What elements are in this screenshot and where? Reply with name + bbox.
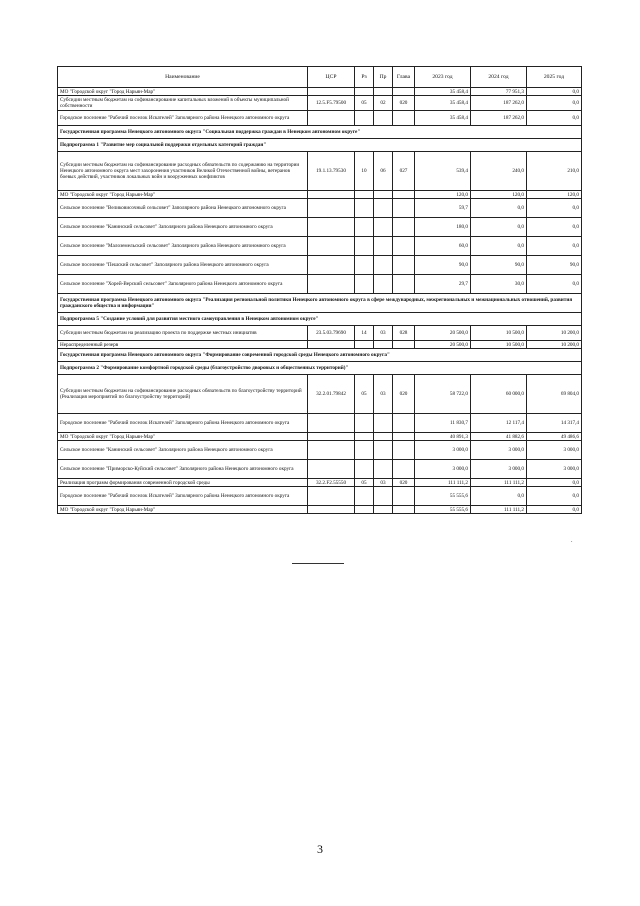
- cell-pr: 03: [374, 326, 393, 341]
- cell-y2024: 10 500,0: [471, 326, 527, 341]
- row-name: Субсидии местным бюджетам на софинансирование расходных обязательств по содержанию на территории Ненецкого автономного округа мест захоронения участников Великой Отечественной войны, ветеранов боевых действий, участников локальных войн и вооруженных конфликтов: [58, 152, 308, 191]
- table-row: [58, 96, 582, 111]
- cell-y2024: 90,0: [471, 256, 527, 275]
- cell-rz: [355, 275, 374, 294]
- cell-csr: [308, 441, 355, 460]
- cell-y2023: 35 458,4: [415, 96, 471, 111]
- cell-pr: [374, 341, 393, 349]
- cell-y2023: 3 000,0: [415, 460, 471, 479]
- cell-y2025: 0,0: [527, 96, 582, 111]
- cell-y2023: 20 500,0: [415, 341, 471, 349]
- cell-y2024: 187 262,0: [471, 111, 527, 126]
- cell-csr: 12.5.F5.79500: [308, 96, 355, 111]
- section-row: [58, 349, 582, 362]
- header-2024: 2024 год: [471, 67, 527, 88]
- cell-glava: [393, 256, 415, 275]
- cell-pr: 06: [374, 152, 393, 191]
- table-row: [58, 487, 582, 506]
- cell-y2024: 30,0: [471, 275, 527, 294]
- cell-rz: 05: [355, 96, 374, 111]
- cell-glava: [393, 441, 415, 460]
- cell-y2023: 58 722,0: [415, 375, 471, 414]
- table-row: [58, 341, 582, 349]
- cell-glava: [393, 88, 415, 96]
- section-title: Государственная программа Ненецкого автономного округа "Реализация региональной политики Ненецкого автономного округа в сфере международных, межрегиональных и межнациональных отношений, развития гражданского общества и информации": [58, 294, 582, 313]
- table-row: [58, 479, 582, 487]
- cell-glava: 020: [393, 479, 415, 487]
- cell-csr: [308, 460, 355, 479]
- cell-rz: [355, 441, 374, 460]
- section-title: Подпрограмма 1 "Развитие мер социальной поддержки отдельных категорий граждан": [58, 139, 582, 152]
- cell-csr: [308, 237, 355, 256]
- header-pr: Пр: [374, 67, 393, 88]
- cell-y2024: 0,0: [471, 237, 527, 256]
- cell-y2023: 29,7: [415, 275, 471, 294]
- cell-y2024: 120,0: [471, 191, 527, 199]
- cell-y2024: 41 882,6: [471, 433, 527, 441]
- cell-y2024: 3 000,0: [471, 441, 527, 460]
- cell-y2025: 69 804,0: [527, 375, 582, 414]
- cell-y2025: 0,0: [527, 111, 582, 126]
- cell-y2024: 77 951,3: [471, 88, 527, 96]
- cell-csr: 23.5.03.79690: [308, 326, 355, 341]
- cell-y2023: 120,0: [415, 191, 471, 199]
- cell-rz: [355, 341, 374, 349]
- section-title: Государственная программа Ненецкого автономного округа "Формирование современной городской среды Ненецкого автономного округа": [58, 349, 582, 362]
- cell-glava: [393, 275, 415, 294]
- cell-pr: [374, 199, 393, 218]
- row-name: Субсидии местным бюджетам на софинансирование расходных обязательств по благоустройству территорий (Реализация мероприятий по благоустройству территорий): [58, 375, 308, 414]
- cell-csr: [308, 506, 355, 514]
- cell-glava: [393, 487, 415, 506]
- cell-glava: 028: [393, 326, 415, 341]
- cell-pr: [374, 111, 393, 126]
- cell-y2023: 35 458,4: [415, 88, 471, 96]
- cell-csr: [308, 256, 355, 275]
- table-row: [58, 414, 582, 433]
- cell-y2023: 59,7: [415, 199, 471, 218]
- cell-y2023: 55 555,6: [415, 506, 471, 514]
- cell-pr: [374, 433, 393, 441]
- table-body: [58, 88, 582, 514]
- cell-rz: [355, 414, 374, 433]
- cell-y2025: 0,0: [527, 237, 582, 256]
- cell-glava: [393, 341, 415, 349]
- cell-rz: 10: [355, 152, 374, 191]
- section-row: [58, 126, 582, 139]
- row-name: Нераспределенный резерв: [58, 341, 308, 349]
- cell-csr: 32.2.01.79842: [308, 375, 355, 414]
- header-rz: Рз: [355, 67, 374, 88]
- cell-glava: [393, 111, 415, 126]
- cell-y2025: 3 000,0: [527, 441, 582, 460]
- cell-y2023: 20 500,0: [415, 326, 471, 341]
- row-name: Субсидии местным бюджетам на реализацию проекта по поддержке местных инициатив: [58, 326, 308, 341]
- cell-csr: [308, 111, 355, 126]
- row-name: Городское поселение "Рабочий поселок Искателей" Заполярного района Ненецкого автономного округа: [58, 487, 308, 506]
- header-2023: 2023 год: [415, 67, 471, 88]
- row-name: Сельское поселение "Пешский сельсовет" Заполярного района Ненецкого автономного округа: [58, 256, 308, 275]
- cell-y2025: 0,0: [527, 487, 582, 506]
- table-row: [58, 326, 582, 341]
- cell-pr: [374, 191, 393, 199]
- row-name: Реализация программ формирования современной городской среды: [58, 479, 308, 487]
- cell-rz: [355, 191, 374, 199]
- row-name: МО "Городской округ "Город Нарьян-Мар": [58, 433, 308, 441]
- section-title: Государственная программа Ненецкого автономного округа "Социальная поддержка граждан в Ненецком автономном округе": [58, 126, 582, 139]
- cell-csr: [308, 433, 355, 441]
- row-name: Субсидии местным бюджетам на софинансирование капитальных вложений в объекты муниципальной собственности: [58, 96, 308, 111]
- cell-csr: [308, 88, 355, 96]
- table-row: [58, 460, 582, 479]
- cell-glava: 027: [393, 152, 415, 191]
- cell-y2025: 0,0: [527, 218, 582, 237]
- row-name: МО "Городской округ "Город Нарьян-Мар": [58, 88, 308, 96]
- table-row: [58, 111, 582, 126]
- cell-y2023: 40 891,3: [415, 433, 471, 441]
- cell-y2023: 539,4: [415, 152, 471, 191]
- row-name: Сельское поселение "Приморско-Куйский сельсовет" Заполярного района Ненецкого автономного округа: [58, 460, 308, 479]
- section-title: Подпрограмма 5 "Создание условий для развития местного самоуправления в Ненецком автономном округе": [58, 313, 582, 326]
- cell-glava: [393, 414, 415, 433]
- cell-y2024: 60 000,0: [471, 375, 527, 414]
- cell-csr: [308, 191, 355, 199]
- cell-rz: [355, 88, 374, 96]
- cell-y2025: 3 000,0: [527, 460, 582, 479]
- cell-pr: [374, 237, 393, 256]
- table-row: [58, 237, 582, 256]
- cell-glava: [393, 218, 415, 237]
- cell-glava: [393, 433, 415, 441]
- cell-y2023: 55 555,6: [415, 487, 471, 506]
- cell-csr: [308, 341, 355, 349]
- page-number: 3: [317, 842, 323, 856]
- cell-y2025: 120,0: [527, 191, 582, 199]
- cell-glava: 020: [393, 96, 415, 111]
- cell-y2024: 111 111,2: [471, 506, 527, 514]
- budget-table: [57, 66, 582, 514]
- cell-y2025: 10 200,0: [527, 326, 582, 341]
- cell-y2024: 0,0: [471, 199, 527, 218]
- row-name: Городское поселение "Рабочий поселок Искателей" Заполярного района Ненецкого автономного округа: [58, 111, 308, 126]
- cell-rz: [355, 218, 374, 237]
- cell-glava: [393, 199, 415, 218]
- cell-y2025: 90,0: [527, 256, 582, 275]
- row-name: Сельское поселение "Малоземельский сельсовет" Заполярного района Ненецкого автономного округа: [58, 237, 308, 256]
- cell-rz: [355, 433, 374, 441]
- cell-csr: [308, 218, 355, 237]
- table-row: [58, 191, 582, 199]
- cell-glava: 020: [393, 375, 415, 414]
- cell-pr: [374, 275, 393, 294]
- header-2025: 2025 год: [527, 67, 582, 88]
- cell-pr: [374, 506, 393, 514]
- cell-y2024: 3 000,0: [471, 460, 527, 479]
- cell-y2025: 0,0: [527, 506, 582, 514]
- row-name: МО "Городской округ "Город Нарьян-Мар": [58, 191, 308, 199]
- row-name: Городское поселение "Рабочий поселок Искателей" Заполярного района Ненецкого автономного округа: [58, 414, 308, 433]
- cell-rz: 14: [355, 326, 374, 341]
- cell-pr: [374, 441, 393, 460]
- cell-pr: 02: [374, 96, 393, 111]
- table-row: [58, 375, 582, 414]
- cell-pr: [374, 218, 393, 237]
- section-row: [58, 313, 582, 326]
- table-row: [58, 506, 582, 514]
- cell-y2024: 111 111,2: [471, 479, 527, 487]
- cell-pr: [374, 414, 393, 433]
- cell-y2023: 90,0: [415, 256, 471, 275]
- cell-y2024: 240,0: [471, 152, 527, 191]
- row-name: Сельское поселение "Канинский сельсовет" Заполярного района Ненецкого автономного округа: [58, 218, 308, 237]
- section-title: Подпрограмма 2 "Формирование комфортной городской среды (благоустройство дворовых и общественных территорий)": [58, 362, 582, 375]
- cell-y2023: 180,0: [415, 218, 471, 237]
- cell-csr: [308, 199, 355, 218]
- section-row: [58, 139, 582, 152]
- header-name: Наименование: [58, 67, 308, 88]
- cell-pr: [374, 460, 393, 479]
- header-glava: Глава: [393, 67, 415, 88]
- section-row: [58, 362, 582, 375]
- table-row: [58, 433, 582, 441]
- cell-y2023: 3 000,0: [415, 441, 471, 460]
- cell-rz: [355, 237, 374, 256]
- cell-csr: 32.2.F2.55550: [308, 479, 355, 487]
- cell-y2023: 60,0: [415, 237, 471, 256]
- cell-rz: 05: [355, 375, 374, 414]
- section-row: [58, 294, 582, 313]
- cell-rz: [355, 111, 374, 126]
- cell-y2023: 111 111,2: [415, 479, 471, 487]
- cell-glava: [393, 237, 415, 256]
- row-name: Сельское поселение "Великовисочный сельсовет" Заполярного района Ненецкого автономного округа: [58, 199, 308, 218]
- table-row: [58, 218, 582, 237]
- row-name: Сельское поселение "Канинский сельсовет" Заполярного района Ненецкого автономного округа: [58, 441, 308, 460]
- cell-csr: [308, 414, 355, 433]
- cell-rz: 05: [355, 479, 374, 487]
- cell-rz: [355, 487, 374, 506]
- cell-csr: 19.1.13.79530: [308, 152, 355, 191]
- cell-pr: [374, 256, 393, 275]
- separator-rule: [292, 563, 344, 564]
- cell-y2023: 35 458,4: [415, 111, 471, 126]
- cell-y2025: 0,0: [527, 199, 582, 218]
- cell-pr: 03: [374, 375, 393, 414]
- table-row: [58, 199, 582, 218]
- cell-y2024: 10 500,0: [471, 341, 527, 349]
- cell-pr: [374, 88, 393, 96]
- row-name: МО "Городской округ "Город Нарьян-Мар": [58, 506, 308, 514]
- cell-y2025: 49 486,6: [527, 433, 582, 441]
- table-row: [58, 275, 582, 294]
- cell-y2025: 10 200,0: [527, 341, 582, 349]
- table-header-row: [58, 67, 582, 88]
- cell-y2025: 210,0: [527, 152, 582, 191]
- cell-glava: [393, 460, 415, 479]
- cell-glava: [393, 191, 415, 199]
- cell-pr: [374, 487, 393, 506]
- cell-rz: [355, 506, 374, 514]
- cell-y2025: 0,0: [527, 479, 582, 487]
- cell-y2025: 14 317,4: [527, 414, 582, 433]
- cell-y2025: 0,0: [527, 88, 582, 96]
- cell-y2024: 0,0: [471, 218, 527, 237]
- header-csr: ЦСР: [308, 67, 355, 88]
- table-row: [58, 256, 582, 275]
- cell-y2025: 0,0: [527, 275, 582, 294]
- cell-y2024: 0,0: [471, 487, 527, 506]
- table-row: [58, 441, 582, 460]
- table-row: [58, 152, 582, 191]
- table-row: [58, 88, 582, 96]
- cell-rz: [355, 199, 374, 218]
- end-mark: .: [571, 538, 573, 544]
- cell-rz: [355, 460, 374, 479]
- cell-y2024: 12 117,4: [471, 414, 527, 433]
- cell-glava: [393, 506, 415, 514]
- row-name: Сельское поселение "Хорей-Верский сельсовет" Заполярного района Ненецкого автономного округа: [58, 275, 308, 294]
- cell-y2023: 11 830,7: [415, 414, 471, 433]
- cell-y2024: 187 262,0: [471, 96, 527, 111]
- cell-rz: [355, 256, 374, 275]
- cell-csr: [308, 487, 355, 506]
- cell-csr: [308, 275, 355, 294]
- cell-pr: 03: [374, 479, 393, 487]
